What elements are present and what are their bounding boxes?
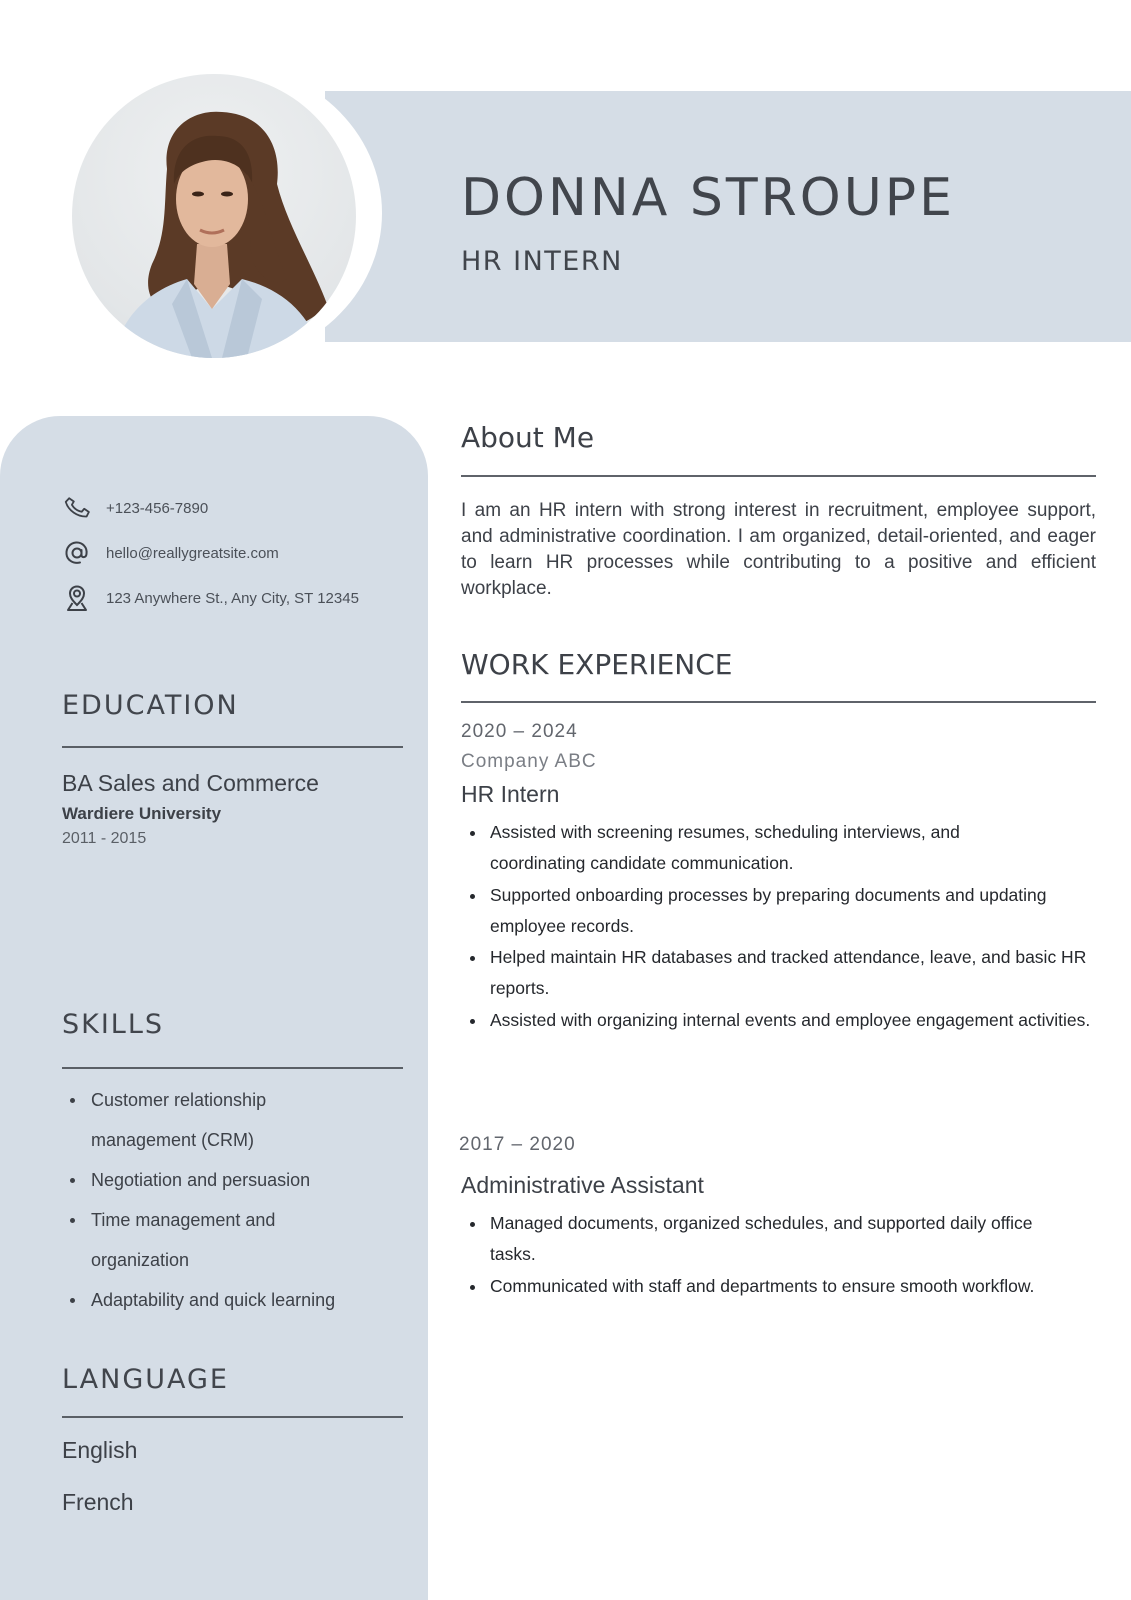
contact-address [62,583,359,613]
language-item: French [62,1489,134,1515]
job-1-title: HR Intern [461,781,560,807]
about-heading: About Me [461,421,595,454]
at-sign-icon [62,538,92,568]
about-text: I am an HR intern with strong interest in recruitment, employee support, and administrative coordination. I am organized, detail-oriented, and eager to learn HR processes while contributing to a positive and efficient workplace. [461,500,1096,599]
experience-divider [461,701,1096,703]
education-heading: EDUCATION [62,690,239,721]
job-2-years: 2017 – 2020 [459,1134,576,1155]
experience-heading: WORK EXPERIENCE [461,648,733,681]
job-bullet: Assisted with screening resumes, scheduling interviews, and coordinating candidate communication. [490,817,1050,880]
portrait-illustration [72,74,356,358]
skills-list [62,1080,431,1320]
skills-heading: SKILLS [62,1009,165,1040]
contact-phone-text: +123-456-7890 [106,499,209,517]
phone-icon [62,493,92,523]
job-bullet: Helped maintain HR databases and tracked attendance, leave, and basic HR reports. [490,942,1095,1005]
location-pin-icon [62,583,92,613]
language-heading: LANGUAGE [62,1364,229,1395]
skills-divider [62,1067,403,1069]
candidate-role: HR INTERN [461,246,623,277]
job-bullet: Managed documents, organized schedules, and supported daily office tasks. [490,1208,1080,1271]
contact-email-text: hello@reallygreatsite.com [106,544,279,562]
education-degree: BA Sales and Commerce [62,770,319,796]
education-divider [62,746,403,748]
skill-item: Negotiation and persuasion [91,1160,431,1200]
job-bullet: Supported onboarding processes by preparing documents and updating employee records. [490,880,1070,943]
job-1-company: Company ABC [461,751,597,772]
education-school: Wardiere University [62,804,222,823]
job-bullet: Assisted with organizing internal events and employee engagement activities. [490,1005,1102,1036]
contact-phone [62,493,208,523]
skill-item: Time management and organization [91,1200,301,1280]
job-2-bullets [461,1208,1130,1302]
job-1-years: 2020 – 2024 [461,721,578,742]
job-bullet: Communicated with staff and departments to ensure smooth workflow. [490,1271,1060,1302]
job-2-title: Administrative Assistant [461,1172,704,1198]
education-years: 2011 - 2015 [62,830,147,847]
language-divider [62,1416,403,1418]
contact-address-text: 123 Anywhere St., Any City, ST 12345 [106,589,359,607]
candidate-name: DONNA STROUPE [461,168,955,228]
skill-item: Customer relationship management (CRM) [91,1080,291,1160]
language-item: English [62,1437,138,1463]
job-1-bullets [461,817,1130,1036]
about-divider [461,475,1096,477]
profile-photo [72,74,356,358]
contact-email [62,538,279,568]
skill-item: Adaptability and quick learning [91,1280,431,1320]
